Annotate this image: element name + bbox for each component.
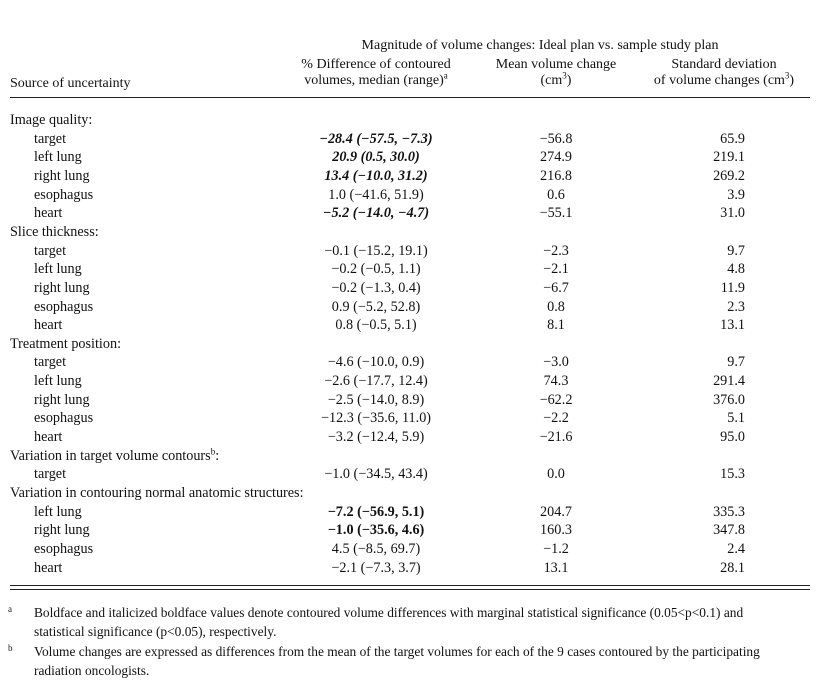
group-label: Variation in target volume contours$^b$: [10,445,220,464]
col-header-mean [496,57,617,89]
row-label: left lung [34,503,82,520]
cell-std-dev: 3.9 [727,186,745,203]
cell-pct-difference: −2.1 (−7.3, 3.7) [331,559,421,576]
row-label: left lung [34,149,82,166]
cell-mean-change: −2.3 [543,242,569,259]
group-label: Variation in contouring normal anatomic structures: [10,485,304,501]
cell-mean-change: 0.8 [547,298,565,315]
table-row [0,503,820,522]
cell-pct-difference: −2.5 (−14.0, 8.9) [327,391,425,408]
cell-pct-difference: −28.4 (−57.5, −7.3) [319,130,433,147]
cell-pct-difference: −0.1 (−15.2, 19.1) [324,242,428,259]
group-label: Slice thickness: [10,223,99,240]
cell-pct-difference: −12.3 (−35.6, 11.0) [320,410,432,427]
table-row [0,260,820,279]
cell-pct-difference: −7.2 (−56.9, 5.1) [327,503,425,520]
table-row [0,186,820,205]
table-row [0,204,820,223]
cell-std-dev: 219.1 [713,149,745,166]
group-label: Image quality: [10,112,93,128]
table-row [0,167,820,186]
row-label: left lung [34,373,82,390]
row-label: right lung [34,167,90,184]
footnote-b-mark: b [8,643,13,653]
bottom-rule-1 [10,585,810,586]
row-label: left lung [34,261,82,278]
row-label: esophagus [34,540,94,557]
row-label: right lung [34,522,90,539]
cell-mean-change: −3.0 [543,354,569,371]
cell-pct-difference: 0.9 (−5.2, 52.8) [331,298,421,315]
cell-std-dev: 2.4 [727,540,745,557]
cell-std-dev: 95.0 [720,429,745,446]
row-label: heart [34,317,63,334]
group-label: Treatment position: [10,335,122,352]
cell-mean-change: −62.2 [539,391,573,408]
col-header-pct-line2: volumes, median (range)$^a$ [304,70,448,88]
row-label: right lung [34,279,90,296]
cell-pct-difference: 13.4 (−10.0, 31.2) [324,167,428,184]
cell-std-dev: 335.3 [713,503,745,520]
cell-mean-change: 204.7 [540,503,572,520]
cell-std-dev: 9.7 [727,242,745,259]
footnote-a-text: Boldface and italicized boldface values denote contoured volume differences with marginal statistical significance (0.05<p<0.1) and statistical significance (p<0.05), respectively. [34,605,744,639]
table-row [0,372,820,391]
cell-mean-change: −6.7 [543,279,569,296]
footnote-b-text: Volume changes are expressed as differences from the mean of the target volumes for each of the 9 cases contoured by the participating radiation oncologists. [34,644,760,678]
cell-mean-change: 0.6 [547,186,565,203]
group-row [0,111,820,130]
cell-mean-change: −21.6 [539,429,573,446]
cell-pct-difference: −5.2 (−14.0, −4.7) [322,205,430,222]
cell-mean-change: 13.1 [543,559,569,576]
col-header-pct-line1: % Difference of contoured [301,57,451,72]
cell-std-dev: 291.4 [713,373,745,390]
table-row [0,148,820,167]
group-label-sup: b [210,445,216,456]
row-label: heart [34,429,63,446]
row-label: target [34,242,67,259]
cell-std-dev: 11.9 [720,279,745,296]
group-row [0,447,820,466]
cell-std-dev: 13.1 [720,317,745,334]
cell-mean-change: 216.8 [540,167,572,184]
table-row [0,465,820,484]
bottom-rule-2 [10,589,810,590]
group-row [0,223,820,242]
cell-pct-difference: −1.0 (−34.5, 43.4) [324,466,428,483]
cell-std-dev: 4.8 [727,261,745,278]
row-label: esophagus [34,186,94,203]
cell-mean-change: 160.3 [540,522,572,539]
cell-pct-difference: −2.6 (−17.7, 12.4) [324,373,428,390]
cell-pct-difference: 1.0 (−41.6, 51.9) [328,186,424,203]
row-label: target [34,130,67,147]
table-row [0,279,820,298]
cell-pct-difference: 0.8 (−0.5, 5.1) [335,317,417,334]
table-row [0,130,820,149]
cell-pct-difference: 4.5 (−8.5, 69.7) [331,540,421,557]
cell-std-dev: 9.7 [727,354,745,371]
cell-std-dev: 28.1 [720,559,745,576]
table-row [0,559,820,578]
cell-std-dev: 15.3 [720,466,745,483]
col-header-sd [654,57,794,89]
col-header-pct [301,57,450,89]
footnote-b [8,642,784,680]
cell-mean-change: 274.9 [540,149,572,166]
table-row [0,428,820,447]
row-label: heart [34,559,63,576]
cell-mean-change: 0.0 [547,466,565,483]
group-label-suffix: : [215,447,220,464]
col-header-mean-line1: Mean volume change [495,57,617,72]
cell-mean-change: 74.3 [543,373,569,390]
group-row [0,335,820,354]
table-row [0,391,820,410]
group-row [0,484,820,503]
cell-pct-difference: −4.6 (−10.0, 0.9) [327,354,425,371]
cell-mean-change: −2.2 [543,410,569,427]
cell-std-dev: 31.0 [720,205,745,222]
table-row [0,409,820,428]
cell-mean-change: −2.1 [543,261,569,278]
cell-mean-change: −55.1 [539,205,573,222]
row-label: heart [34,205,63,222]
table-row [0,521,820,540]
cell-pct-difference: −3.2 (−12.4, 5.9) [327,429,425,446]
header-rule [10,97,810,98]
row-label: esophagus [34,410,94,427]
row-label: esophagus [34,298,94,315]
cell-std-dev: 2.3 [727,298,745,315]
cell-std-dev: 347.8 [713,522,745,539]
footnote-a-mark: a [8,604,12,614]
cell-std-dev: 376.0 [713,391,745,408]
row-label: target [34,354,67,371]
cell-mean-change: −56.8 [539,130,573,147]
table-row [0,540,820,559]
cell-pct-difference: −0.2 (−1.3, 0.4) [331,279,421,296]
row-label: target [34,466,67,483]
row-label: right lung [34,391,90,408]
cell-std-dev: 5.1 [727,410,745,427]
table-row [0,298,820,317]
cell-pct-difference: −1.0 (−35.6, 4.6) [327,522,425,539]
col-header-source: Source of uncertainty [10,76,131,91]
cell-std-dev: 65.9 [720,130,745,147]
magnitude-header: Magnitude of volume changes: Ideal plan vs. sample study plan [361,38,719,53]
cell-mean-change: 8.1 [547,317,565,334]
col-header-sd-line1: Standard deviation [671,57,777,72]
cell-mean-change: −1.2 [543,540,569,557]
table-row [0,353,820,372]
table-row [0,242,820,261]
col-header-sd-line2: of volume changes $(cm^3)$ [653,70,795,88]
footnote-a [8,603,784,641]
cell-pct-difference: −0.2 (−0.5, 1.1) [331,261,421,278]
table-row [0,316,820,335]
cell-std-dev: 269.2 [713,167,745,184]
col-header-mean-line2: $(cm^3)$ [540,70,572,88]
cell-pct-difference: 20.9 (0.5, 30.0) [332,149,420,166]
